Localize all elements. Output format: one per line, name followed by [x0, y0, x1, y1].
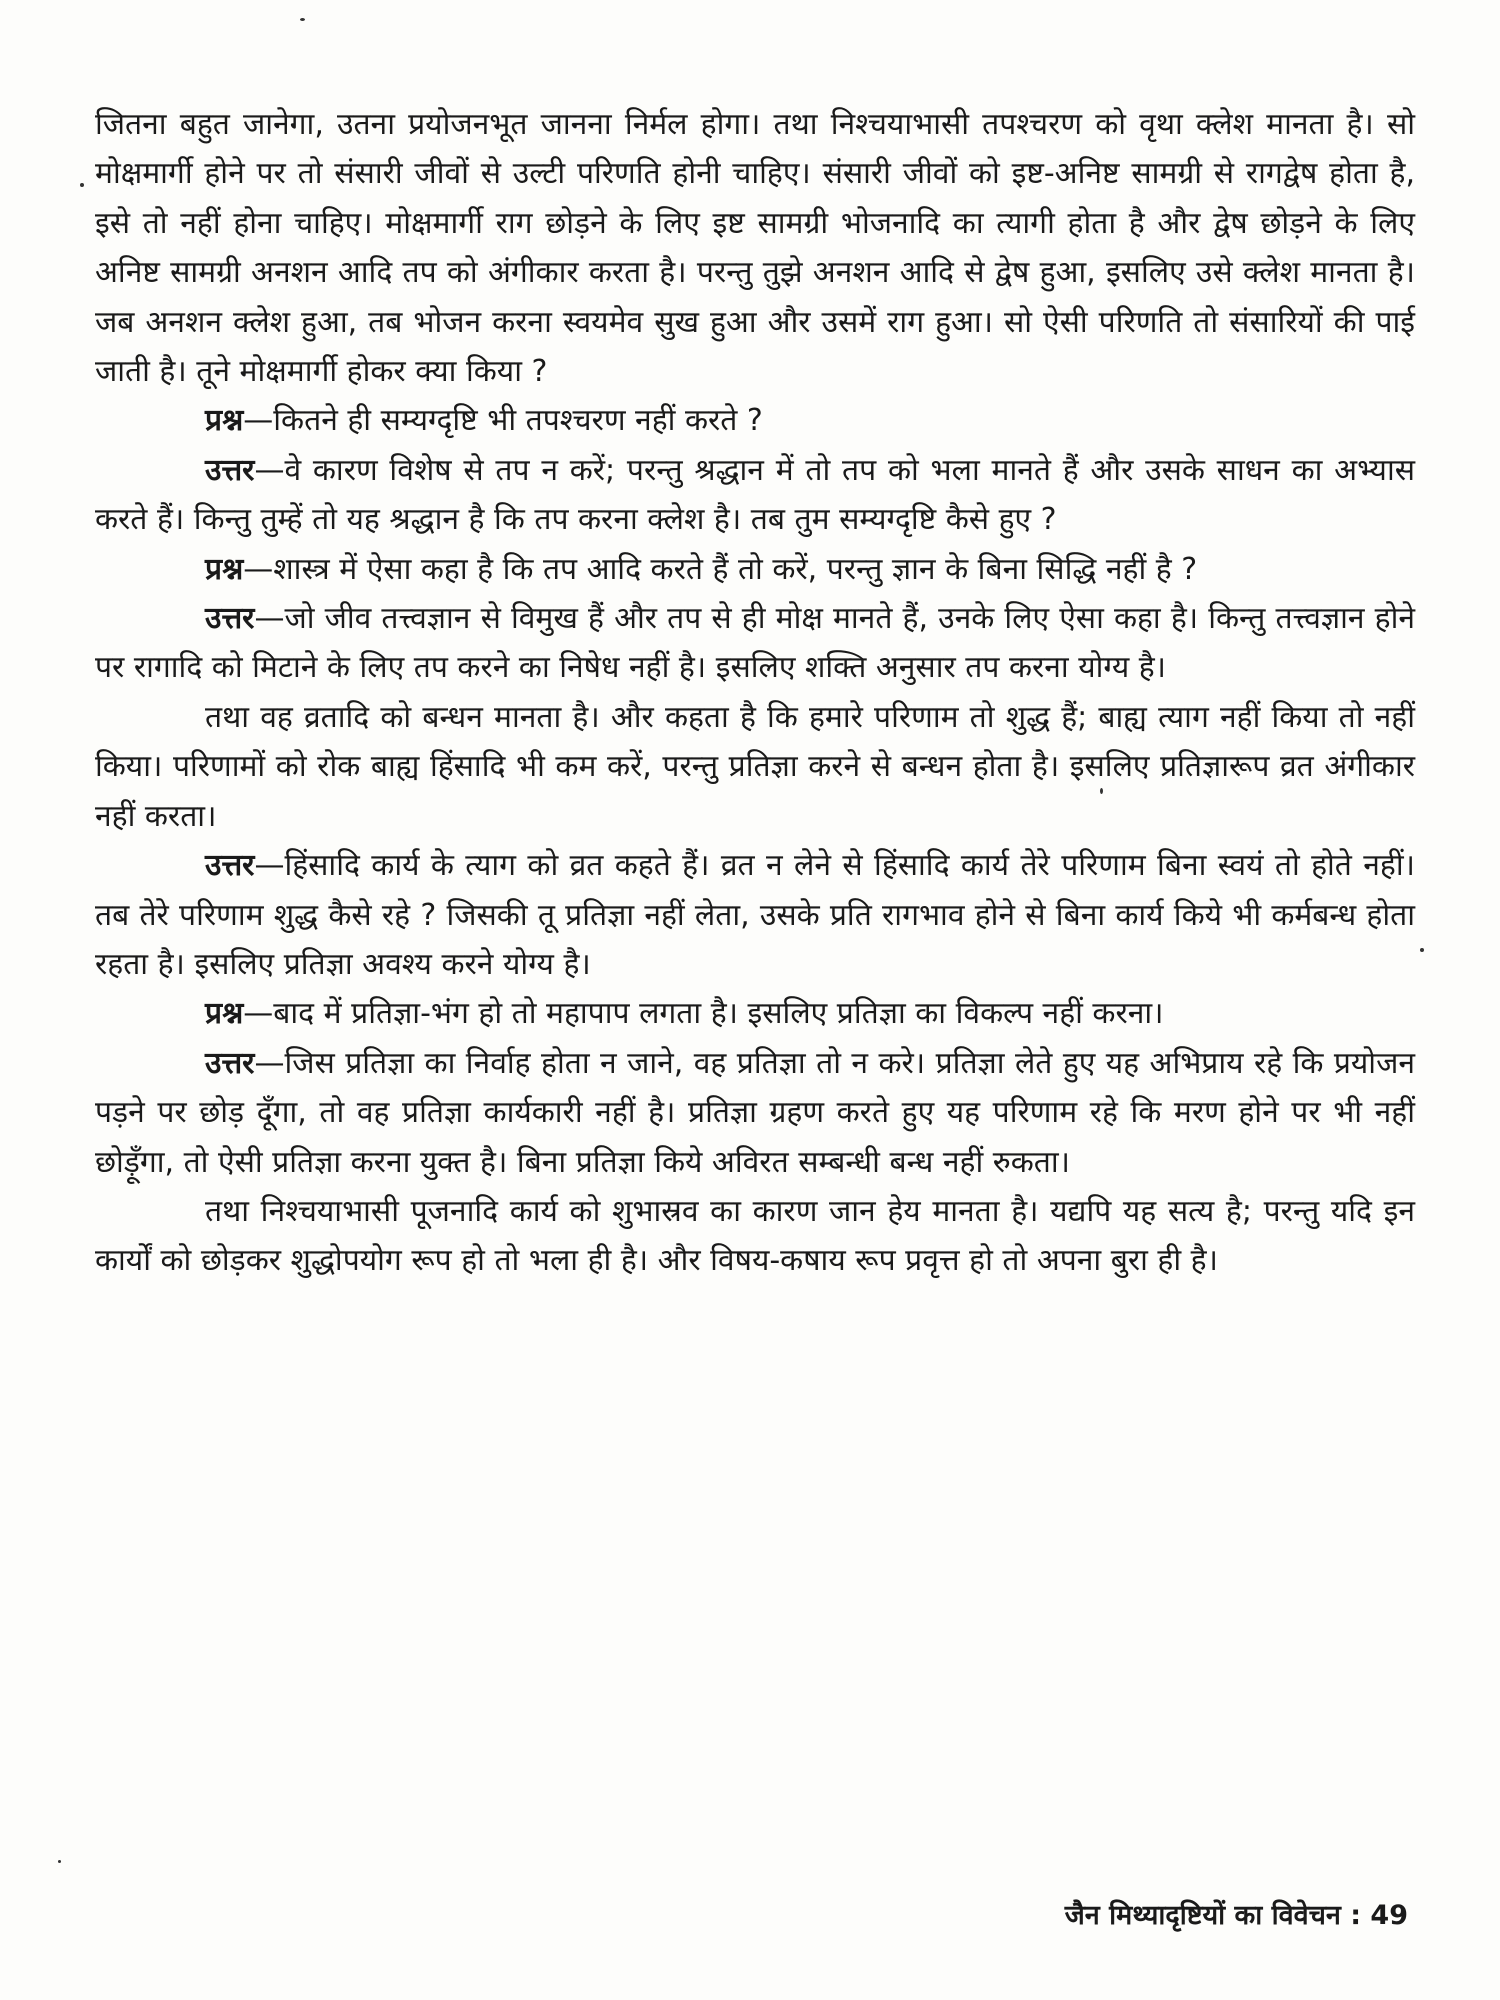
- body-text: [95, 100, 1415, 1286]
- paragraph: तथा निश्चयाभासी पूजनादि कार्य को शुभास्रव का कारण जान हेय मानता है। यद्यपि यह सत्य है; परन्तु यदि इन कार्यों को छोड़कर शुद्धोपयोग रूप हो तो भला ही है। और विषय-कषाय रूप प्रवृत्त हो तो अपना बुरा ही है।: [95, 1193, 1415, 1279]
- scan-speck: [80, 183, 84, 187]
- paragraph-lead: प्रश्न: [205, 403, 244, 439]
- paragraph: उत्तर—वे कारण विशेष से तप न करें; परन्तु श्रद्धान में तो तप को भला मानते हैं और उसके साधन का अभ्यास करते हैं। किन्तु तुम्हें तो यह श्रद्धान है कि तप करना क्लेश है। तब तुम सम्यग्दृष्टि कैसे हुए ?: [95, 452, 1415, 538]
- paragraph: उत्तर—हिंसादि कार्य के त्याग को व्रत कहते हैं। व्रत न लेने से हिंसादि कार्य तेरे परिणाम बिना स्वयं तो होते नहीं। तब तेरे परिणाम शुद्ध कैसे रहे ? जिसकी तू प्रतिज्ञा नहीं लेता, उसके प्रति रागभाव होने से बिना कार्य किये भी कर्मबन्ध होता रहता है। इसलिए प्रतिज्ञा अवश्य करने योग्य है।: [95, 848, 1415, 982]
- page-footer: जैन मिथ्यादृष्टियों का विवेचन : 49: [1064, 1900, 1408, 1931]
- paragraph-lead: प्रश्न: [205, 551, 244, 587]
- scan-speck: [300, 18, 305, 21]
- paragraph-lead: उत्तर: [205, 848, 255, 884]
- paragraph: उत्तर—जिस प्रतिज्ञा का निर्वाह होता न जाने, वह प्रतिज्ञा तो न करे। प्रतिज्ञा लेते हुए यह अभिप्राय रहे कि प्रयोजन पड़ने पर छोड़ दूँगा, तो वह प्रतिज्ञा कार्यकारी नहीं है। प्रतिज्ञा ग्रहण करते हुए यह परिणाम रहे कि मरण होने पर भी नहीं छोड़ूँगा, तो ऐसी प्रतिज्ञा करना युक्त है। बिना प्रतिज्ञा किये अविरत सम्बन्धी बन्ध नहीं रुकता।: [95, 1045, 1415, 1180]
- paragraph-lead: प्रश्न: [205, 996, 244, 1032]
- scan-speck: [1100, 788, 1103, 794]
- scan-speck: [58, 1860, 61, 1863]
- paragraph: जितना बहुत जानेगा, उतना प्रयोजनभूत जानना निर्मल होगा। तथा निश्चयाभासी तपश्चरण को वृथा क्लेश मानता है। सो मोक्षमार्गी होने पर तो संसारी जीवों से उल्टी परिणति होनी चाहिए। संसारी जीवों को इष्ट-अनिष्ट सामग्री से रागद्वेष होता है, इसे तो नहीं होना चाहिए। मोक्षमार्गी राग छोड़ने के लिए इष्ट सामग्री भोजनादि का त्यागी होता है और द्वेष छोड़ने के लिए अनिष्ट सामग्री अनशन आदि तप को अंगीकार करता है। परन्तु तुझे अनशन आदि से द्वेष हुआ, इसलिए उसे क्लेश मानता है। जब अनशन क्लेश हुआ, तब भोजन करना स्वयमेव सुख हुआ और उसमें राग हुआ। सो ऐसी परिणति तो संसारियों की पाई जाती है। तूने मोक्षमार्गी होकर क्या किया ?: [95, 107, 1415, 390]
- paragraph-lead: उत्तर: [205, 601, 255, 637]
- scan-speck: [1420, 948, 1424, 952]
- paragraph-lead: उत्तर: [205, 1045, 255, 1081]
- paragraph-lead: उत्तर: [205, 452, 255, 488]
- paragraph: प्रश्न—बाद में प्रतिज्ञा-भंग हो तो महापाप लगता है। इसलिए प्रतिज्ञा का विकल्प नहीं करना।: [205, 996, 1164, 1032]
- paragraph: तथा वह व्रतादि को बन्धन मानता है। और कहता है कि हमारे परिणाम तो शुद्ध हैं; बाह्य त्याग नहीं किया तो नहीं किया। परिणामों को रोक बाह्य हिंसादि भी कम करें, परन्तु प्रतिज्ञा करने से बन्धन होता है। इसलिए प्रतिज्ञारूप व्रत अंगीकार नहीं करता।: [95, 699, 1415, 834]
- paragraph: प्रश्न—कितने ही सम्यग्दृष्टि भी तपश्चरण नहीं करते ?: [205, 403, 763, 439]
- paragraph: प्रश्न—शास्त्र में ऐसा कहा है कि तप आदि करते हैं तो करें, परन्तु ज्ञान के बिना सिद्धि नहीं है ?: [205, 551, 1198, 587]
- paragraph: उत्तर—जो जीव तत्त्वज्ञान से विमुख हैं और तप से ही मोक्ष मानते हैं, उनके लिए ऐसा कहा है। किन्तु तत्त्वज्ञान होने पर रागादि को मिटाने के लिए तप करने का निषेध नहीं है। इसलिए शक्ति अनुसार तप करना योग्य है।: [95, 601, 1415, 686]
